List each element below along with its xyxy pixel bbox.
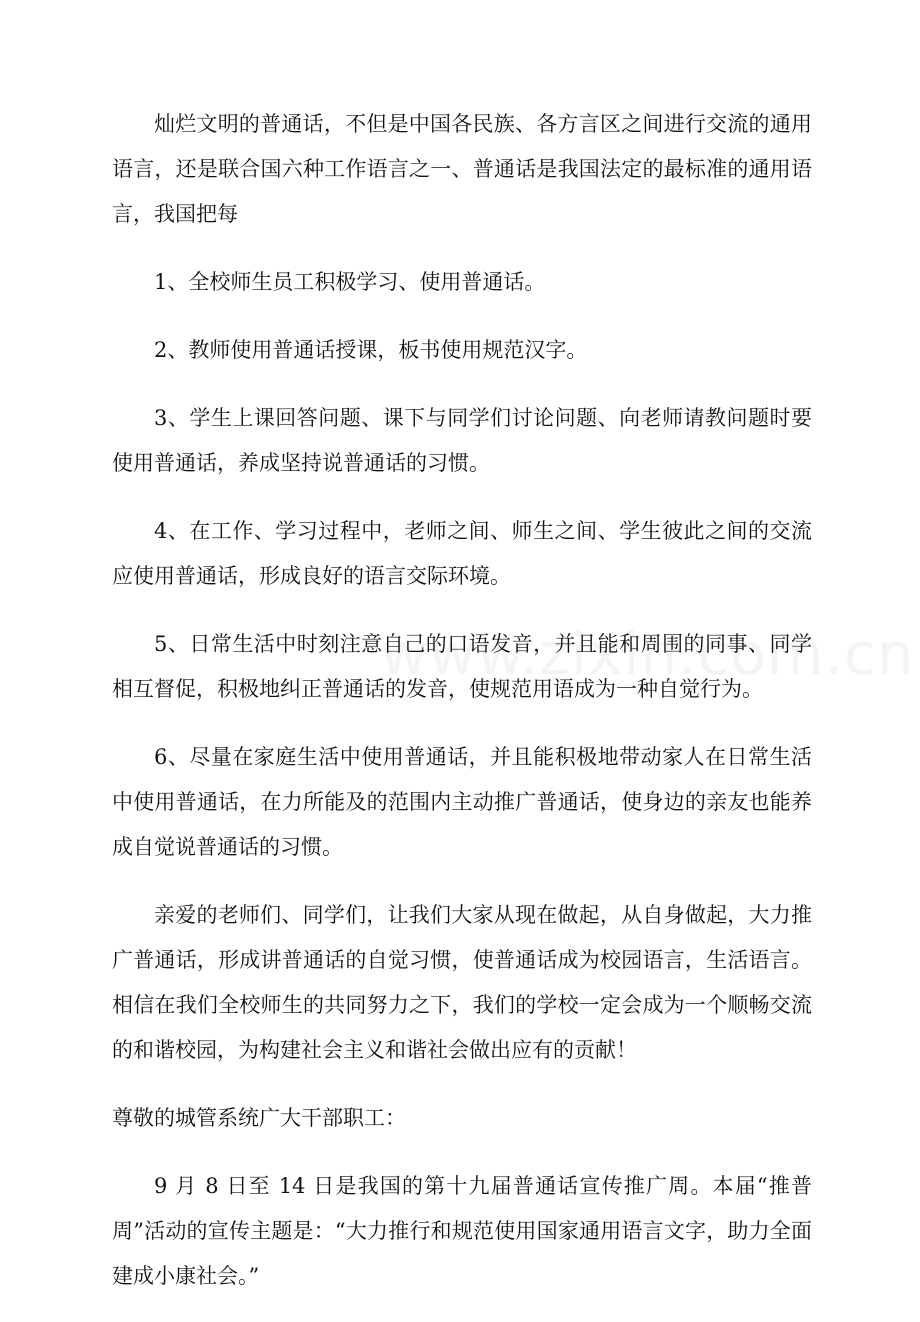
paragraph-item-2: 2、教师使用普通话授课，板书使用规范汉字。 bbox=[154, 338, 588, 362]
paragraph-item-1: 1、全校师生员工积极学习、使用普通话。 bbox=[154, 270, 546, 294]
paragraph-item-6: 6、尽量在家庭生活中使用普通话，并且能积极地带动家人在日常生活中使用普通话，在力所能及的范围内主动推广普通话，使身边的亲友也能养成自觉说普通话的习惯。 bbox=[112, 745, 812, 859]
paragraph-intro: 灿烂文明的普通话，不但是中国各民族、各方言区之间进行交流的通用语言，还是联合国六种工作语言之一、普通话是我国法定的最标准的通用语言，我国把每 bbox=[112, 112, 812, 226]
paragraph-closing: 亲爱的老师们、同学们，让我们大家从现在做起，从自身做起，大力推广普通话，形成讲普通话的自觉习惯，使普通话成为校园语言，生活语言。相信在我们全校师生的共同努力之下，我们的学校一定会成为一个顺畅交流的和谐校园，为构建社会主义和谐社会做出应有的贡献！ bbox=[112, 903, 812, 1062]
paragraph-item-3: 3、学生上课回答问题、课下与同学们讨论问题、向老师请教问题时要使用普通话，养成坚持说普通话的习惯。 bbox=[112, 406, 812, 475]
paragraph-item-5: 5、日常生活中时刻注意自己的口语发音，并且能和周围的同事、同学相互督促，积极地纠正普通话的发音，使规范用语成为一种自觉行为。 bbox=[112, 632, 812, 701]
document-body bbox=[112, 102, 812, 1322]
paragraph-item-4: 4、在工作、学习过程中，老师之间、师生之间、学生彼此之间的交流应使用普通话，形成良好的语言交际环境。 bbox=[112, 519, 812, 588]
paragraph-announcement: 9 月 8 日至 14 日是我国的第十九届普通话宣传推广周。本届“推普周”活动的宣传主题是：“大力推行和规范使用国家通用语言文字，助力全面建成小康社会。” bbox=[112, 1174, 812, 1288]
salutation: 尊敬的城管系统广大干部职工： bbox=[112, 1106, 406, 1130]
